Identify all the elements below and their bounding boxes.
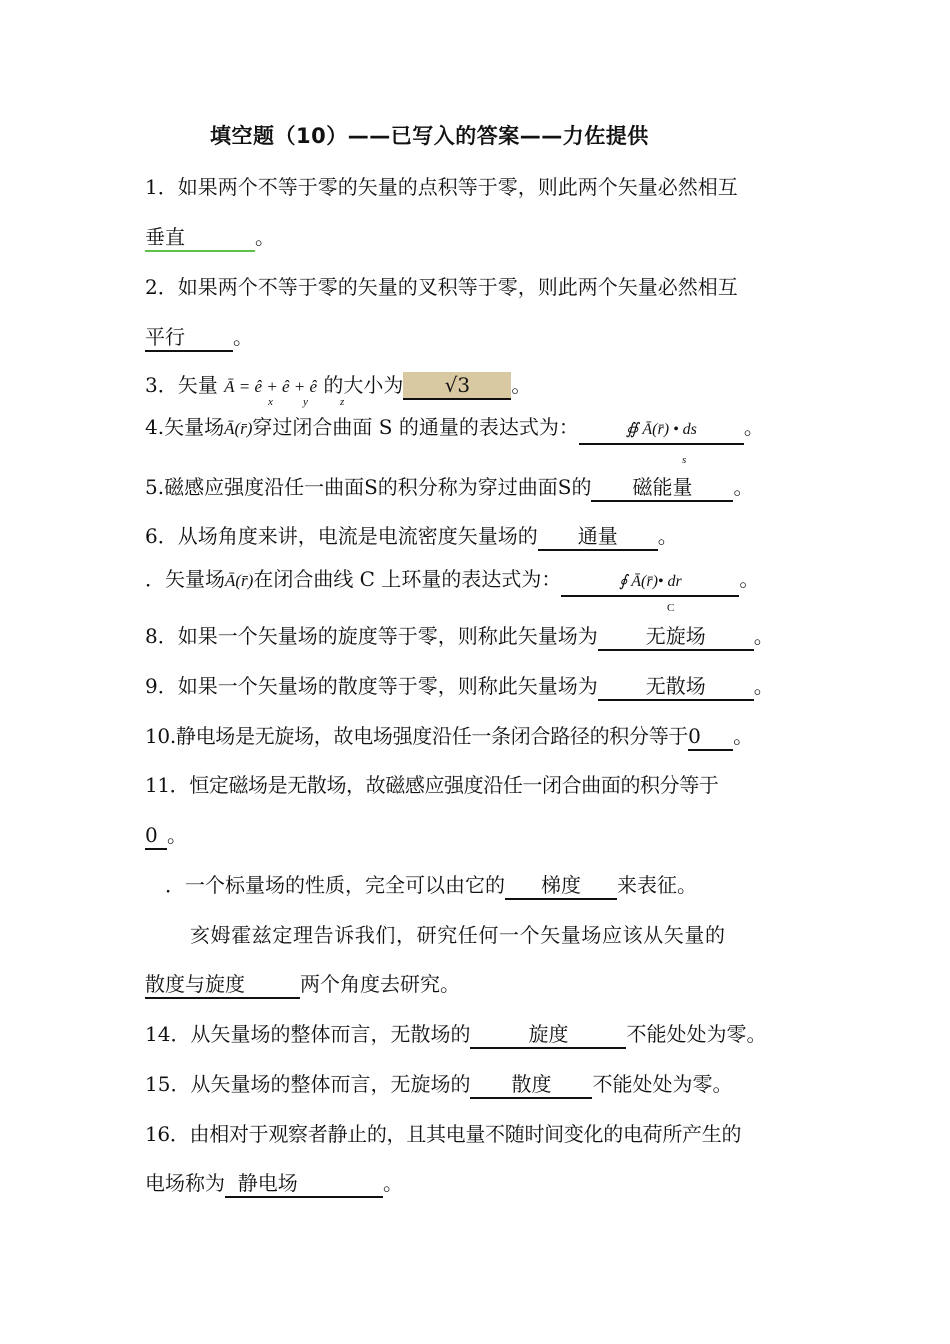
question-9-end: 。 [753, 674, 774, 698]
question-10-text: 10.静电场是无旋场，故电场强度沿任一条闭合路径的积分等于 [145, 724, 689, 748]
question-11-end: 。 [167, 823, 187, 847]
page-title: 填空题（10）——已写入的答案——力佐提供 [210, 124, 649, 148]
answer-2: 平行 [145, 324, 233, 352]
answer-10: 0 [688, 723, 733, 751]
question-6-end: 。 [657, 524, 678, 548]
question-3-end: 。 [511, 373, 532, 397]
answer-12: 梯度 [505, 872, 617, 900]
question-7 [145, 564, 759, 597]
answer-5: 磁能量 [591, 474, 733, 502]
question-5 [145, 472, 753, 502]
question-1-text: 1．如果两个不等于零的矢量的点积等于零，则此两个矢量必然相互 [145, 175, 738, 199]
question-7-mid: 在闭合曲线 C 上环量的表达式为： [253, 567, 562, 591]
question-11-answer-line [145, 820, 187, 850]
question-11-text: 11．恒定磁场是无散场，故磁感应强度沿任一闭合曲面的积分等于 [145, 773, 719, 797]
surface-subscript: s [682, 454, 687, 466]
question-7-end: 。 [739, 567, 760, 591]
question-9 [145, 671, 774, 701]
question-4-mid: 穿过闭合曲面 S 的通量的表达式为： [252, 415, 579, 439]
question-13 [190, 920, 726, 950]
question-14 [145, 1019, 766, 1049]
answer-1-text: 垂直 [145, 225, 185, 249]
question-2-end: 。 [233, 325, 253, 349]
question-13-answer-line [145, 969, 460, 999]
answer-9: 无散场 [598, 673, 754, 701]
question-3 [145, 370, 531, 402]
question-6 [145, 521, 678, 551]
question-4 [145, 412, 764, 445]
question-11 [145, 770, 718, 800]
question-16-text: 16．由相对于观察者静止的，且其电量不随时间变化的电荷所产生的 [145, 1122, 742, 1146]
question-2-answer-line [145, 322, 253, 352]
question-16-end: 。 [383, 1171, 403, 1195]
question-8-text: 8．如果一个矢量场的旋度等于零，则称此矢量场为 [145, 624, 598, 648]
question-9-text: 9．如果一个矢量场的散度等于零，则称此矢量场为 [145, 674, 598, 698]
question-12-text: ．一个标量场的性质，完全可以由它的 [165, 873, 505, 897]
question-10-end: 。 [733, 724, 753, 748]
vector-field-a-2: Ā(r̄) [225, 571, 254, 590]
subscript-x: x [268, 396, 273, 408]
vector-field-a: Ā(r̄) [224, 419, 253, 438]
question-15-text: 15．从矢量场的整体而言，无旋场的 [145, 1072, 471, 1096]
question-2-text: 2．如果两个不等于零的矢量的叉积等于零，则此两个矢量必然相互 [145, 275, 738, 299]
question-8 [145, 621, 774, 651]
subscript-y: y [303, 396, 308, 408]
question-6-text: 6．从场角度来讲，电流是电流密度矢量场的 [145, 524, 538, 548]
question-10 [145, 721, 753, 751]
question-1-answer-line [145, 222, 275, 252]
answer-16-text: 静电场 [237, 1171, 298, 1195]
question-8-end: 。 [753, 624, 774, 648]
answer-1 [145, 224, 255, 252]
question-13-text: 亥姆霍兹定理告诉我们，研究任何一个矢量场应该从矢量的 [190, 923, 726, 947]
question-5-end: 。 [733, 475, 754, 499]
answer-11: 0 [145, 822, 167, 850]
question-3-prefix: 3．矢量 [145, 373, 218, 397]
question-16 [145, 1119, 741, 1149]
answer-8: 无旋场 [598, 623, 754, 651]
question-1 [145, 172, 738, 202]
question-15 [145, 1069, 732, 1099]
question-4-prefix: 4.矢量场 [145, 415, 225, 439]
answer-16 [225, 1170, 383, 1198]
question-2 [145, 272, 738, 302]
answer-4: ∯ Ā(r̄) • ds [579, 417, 744, 445]
answer-13: 散度与旋度 [145, 971, 300, 999]
question-16-answer-line [145, 1168, 403, 1198]
answer-6: 通量 [538, 523, 658, 551]
vector-formula: Ā = ê + ê + ê [224, 377, 318, 396]
question-5-text: 5.磁感应强度沿任一曲面S的积分称为穿过曲面S的 [145, 475, 592, 499]
question-15-end: 不能处处为零。 [592, 1072, 733, 1096]
question-12-end: 来表征。 [617, 873, 697, 897]
question-14-end: 不能处处为零。 [626, 1022, 767, 1046]
answer-15: 散度 [470, 1071, 592, 1099]
question-4-end: 。 [743, 415, 764, 439]
answer-7: ∮ Ā(r̄)• dr [561, 569, 739, 597]
answer-3: √3 [403, 372, 511, 400]
subscript-z: z [340, 396, 345, 408]
question-1-end: 。 [255, 225, 275, 249]
question-7-prefix: ．矢量场 [145, 567, 225, 591]
question-12 [165, 870, 697, 900]
curve-subscript: C [667, 602, 675, 614]
question-14-text: 14．从矢量场的整体而言，无散场的 [145, 1022, 471, 1046]
question-13-end: 两个角度去研究。 [300, 972, 460, 996]
question-3-mid: 的大小为 [323, 373, 404, 397]
answer-14: 旋度 [470, 1021, 626, 1049]
question-16-line2: 电场称为 [145, 1171, 225, 1195]
